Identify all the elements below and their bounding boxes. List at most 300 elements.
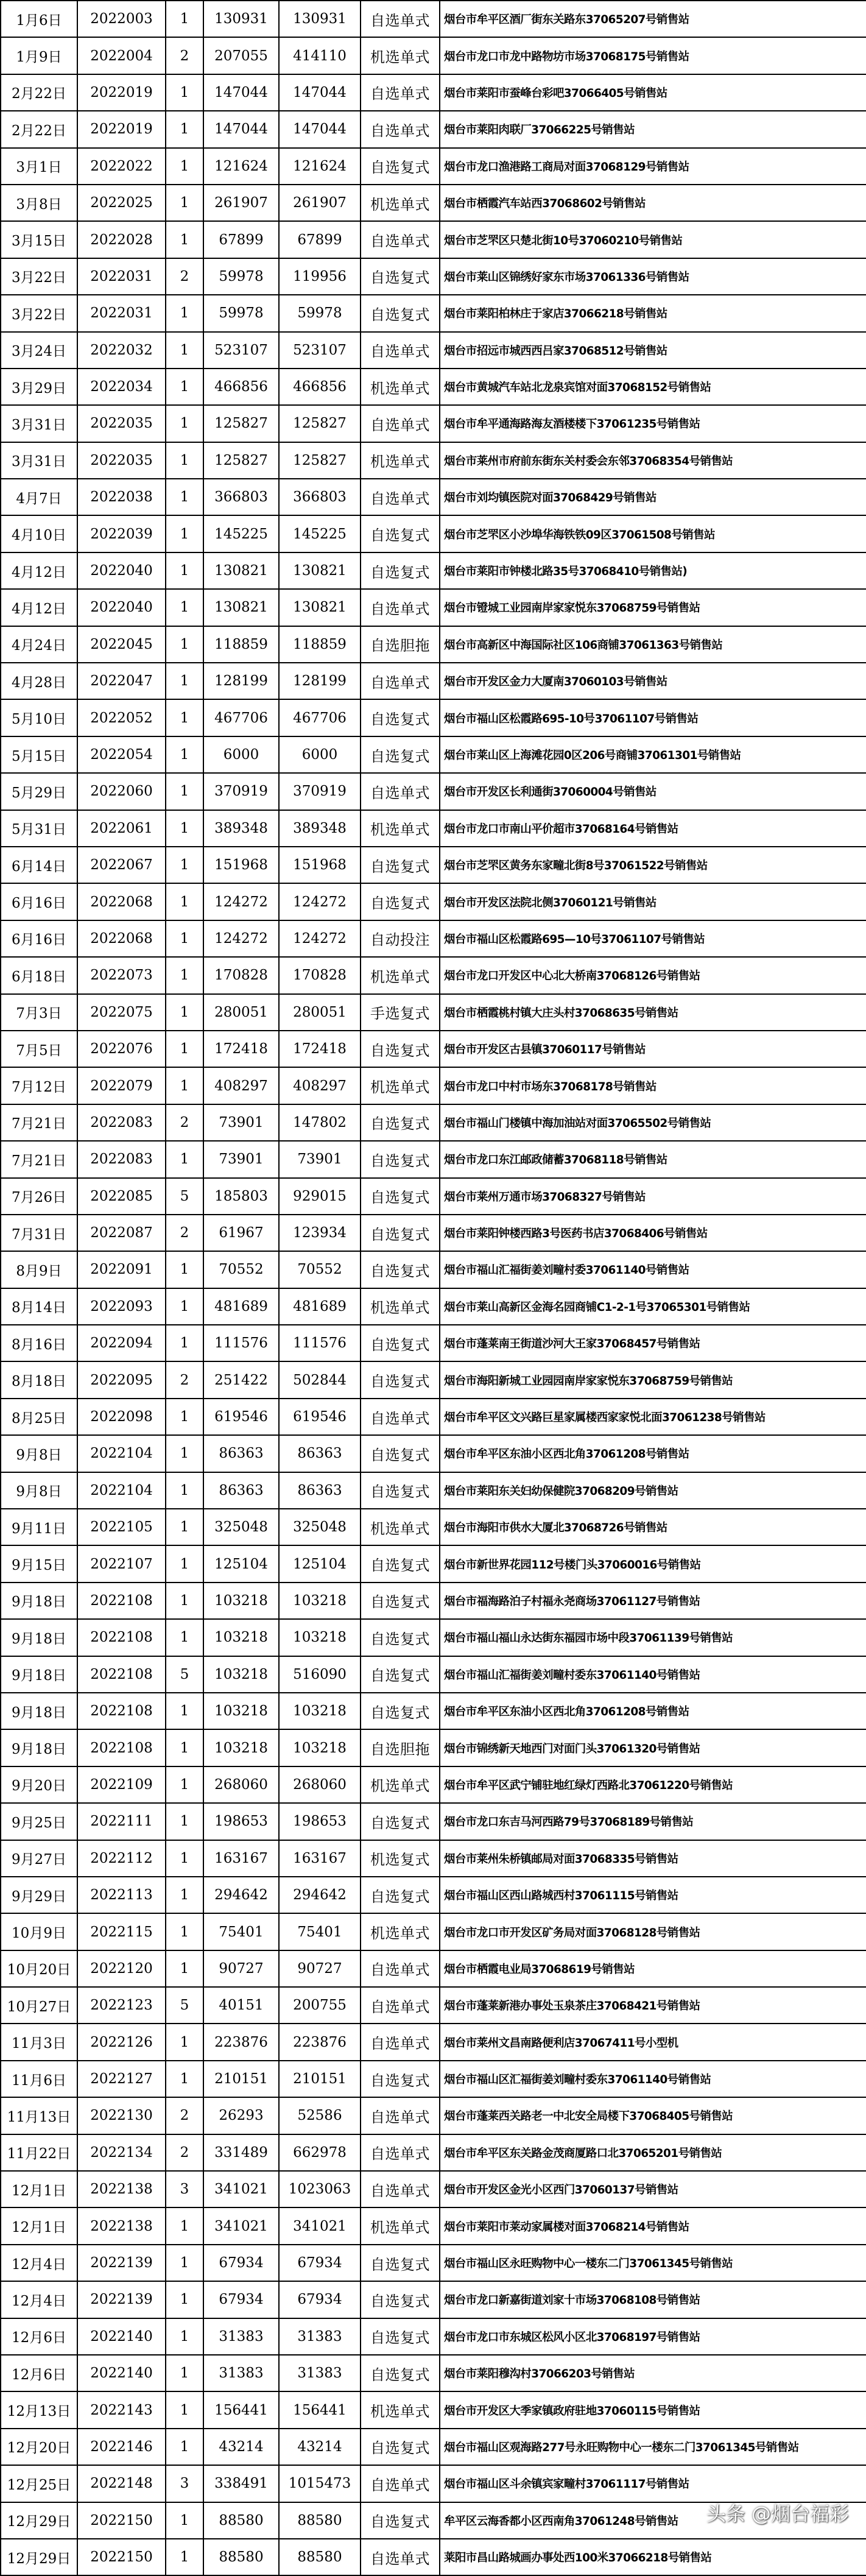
store-cell: 烟台市开发区大季家镇政府驻地37060115号销售站 <box>440 2391 866 2428</box>
issue-cell: 2022104 <box>77 1472 166 1509</box>
count-cell: 1 <box>166 148 203 185</box>
mode-cell: 自选复式 <box>361 1141 440 1177</box>
date-cell: 9月8日 <box>1 1435 77 1472</box>
count-cell: 1 <box>166 810 203 847</box>
table-row <box>1 699 866 736</box>
issue-cell: 2022052 <box>77 699 166 736</box>
total-cell: 67934 <box>279 2245 361 2281</box>
date-cell: 8月9日 <box>1 1251 77 1288</box>
count-cell: 1 <box>166 74 203 111</box>
mode-cell: 自选复式 <box>361 552 440 589</box>
store-cell: 烟台市莱州朱桥镇邮局对面37068335号销售站 <box>440 1840 866 1877</box>
total-cell: 103218 <box>279 1693 361 1729</box>
date-cell: 9月18日 <box>1 1656 77 1693</box>
prize-cell: 370919 <box>203 773 279 810</box>
store-cell: 烟台市莱阳柏林庄于家店37066218号销售站 <box>440 295 866 331</box>
table-row <box>1 2429 866 2465</box>
total-cell: 88580 <box>279 2539 361 2575</box>
table-row <box>1 1987 866 2024</box>
prize-cell: 125827 <box>203 442 279 479</box>
mode-cell: 自选复式 <box>361 1656 440 1693</box>
prize-cell: 170828 <box>203 957 279 993</box>
prize-cell: 466856 <box>203 369 279 405</box>
issue-cell: 2022034 <box>77 369 166 405</box>
table-row <box>1 920 866 957</box>
count-cell: 1 <box>166 1435 203 1472</box>
issue-cell: 2022111 <box>77 1803 166 1840</box>
table-row <box>1 1288 866 1325</box>
date-cell: 9月18日 <box>1 1619 77 1656</box>
store-cell: 烟台市蓬莱新港办事处玉泉茶庄37068421号销售站 <box>440 1987 866 2024</box>
store-cell: 烟台市龙口中村市场东37068178号销售站 <box>440 1067 866 1104</box>
issue-cell: 2022094 <box>77 1325 166 1361</box>
date-cell: 3月8日 <box>1 185 77 221</box>
total-cell: 145225 <box>279 515 361 552</box>
count-cell: 1 <box>166 2502 203 2539</box>
table-row <box>1 1104 866 1141</box>
table-row <box>1 2465 866 2502</box>
total-cell: 111576 <box>279 1325 361 1361</box>
date-cell: 12月1日 <box>1 2171 77 2207</box>
count-cell: 1 <box>166 1251 203 1288</box>
date-cell: 9月29日 <box>1 1877 77 1913</box>
count-cell: 1 <box>166 1 203 37</box>
count-cell: 3 <box>166 2171 203 2207</box>
mode-cell: 自选单式 <box>361 479 440 515</box>
store-cell: 烟台市福山汇福街姜刘疃村委东37061140号销售站 <box>440 1656 866 1693</box>
date-cell: 11月13日 <box>1 2097 77 2134</box>
issue-cell: 2022113 <box>77 1877 166 1913</box>
total-cell: 59978 <box>279 295 361 331</box>
date-cell: 9月11日 <box>1 1509 77 1545</box>
prize-cell: 223876 <box>203 2024 279 2060</box>
mode-cell: 自选复式 <box>361 1361 440 1398</box>
date-cell: 10月27日 <box>1 1987 77 2024</box>
count-cell: 1 <box>166 2281 203 2318</box>
date-cell: 12月29日 <box>1 2502 77 2539</box>
date-cell: 8月16日 <box>1 1325 77 1361</box>
date-cell: 4月12日 <box>1 552 77 589</box>
date-cell: 3月31日 <box>1 405 77 442</box>
prize-cell: 70552 <box>203 1251 279 1288</box>
mode-cell: 机选单式 <box>361 957 440 993</box>
store-cell: 烟台市海阳新城工业园园南岸家家悦东37068759号销售站 <box>440 1361 866 1398</box>
store-cell: 烟台市莱阳肉联厂37066225号销售站 <box>440 111 866 147</box>
issue-cell: 2022108 <box>77 1619 166 1656</box>
mode-cell: 自选单式 <box>361 332 440 369</box>
issue-cell: 2022019 <box>77 111 166 147</box>
store-cell: 烟台市莱阳东关妇幼保健院37068209号销售站 <box>440 1472 866 1509</box>
store-cell: 烟台市福山区松霞路695—10号37061107号销售站 <box>440 920 866 957</box>
count-cell: 1 <box>166 2429 203 2465</box>
table-row <box>1 369 866 405</box>
prize-cell: 408297 <box>203 1067 279 1104</box>
table-row <box>1 2539 866 2575</box>
issue-cell: 2022108 <box>77 1656 166 1693</box>
total-cell: 929015 <box>279 1178 361 1215</box>
count-cell: 1 <box>166 1766 203 1803</box>
count-cell: 1 <box>166 663 203 699</box>
store-cell: 烟台市开发区金光小区西门37060137号销售站 <box>440 2171 866 2207</box>
count-cell: 2 <box>166 2134 203 2171</box>
mode-cell: 自选复式 <box>361 2318 440 2355</box>
total-cell: 123934 <box>279 1215 361 1251</box>
mode-cell: 机选复式 <box>361 1840 440 1877</box>
date-cell: 9月8日 <box>1 1472 77 1509</box>
issue-cell: 2022031 <box>77 295 166 331</box>
mode-cell: 自选复式 <box>361 847 440 883</box>
store-cell: 烟台市福山门楼镇中海加油站对面37065502号销售站 <box>440 1104 866 1141</box>
total-cell: 70552 <box>279 1251 361 1288</box>
prize-cell: 111576 <box>203 1325 279 1361</box>
date-cell: 4月28日 <box>1 663 77 699</box>
total-cell: 414110 <box>279 37 361 74</box>
mode-cell: 自选复式 <box>361 736 440 773</box>
issue-cell: 2022004 <box>77 37 166 74</box>
mode-cell: 自选复式 <box>361 2429 440 2465</box>
count-cell: 5 <box>166 1656 203 1693</box>
total-cell: 125827 <box>279 442 361 479</box>
issue-cell: 2022083 <box>77 1141 166 1177</box>
store-cell: 烟台市牟平区东关路金茂商厦路口北37065201号销售站 <box>440 2134 866 2171</box>
prize-cell: 59978 <box>203 295 279 331</box>
total-cell: 67899 <box>279 221 361 258</box>
prize-table-body <box>1 1 866 2575</box>
prize-cell: 130931 <box>203 1 279 37</box>
date-cell: 1月6日 <box>1 1 77 37</box>
store-cell: 烟台市牟平区武宁铺驻地红绿灯西路北37061220号销售站 <box>440 1766 866 1803</box>
total-cell: 103218 <box>279 1729 361 1766</box>
table-row <box>1 221 866 258</box>
total-cell: 408297 <box>279 1067 361 1104</box>
prize-cell: 90727 <box>203 1950 279 1987</box>
total-cell: 128199 <box>279 663 361 699</box>
table-row <box>1 185 866 221</box>
count-cell: 1 <box>166 552 203 589</box>
total-cell: 52586 <box>279 2097 361 2134</box>
total-cell: 130821 <box>279 589 361 626</box>
store-cell: 烟台市栖霞桃村镇大庄头村37068635号销售站 <box>440 994 866 1031</box>
total-cell: 31383 <box>279 2355 361 2391</box>
store-cell: 烟台市芝罘区小沙埠华海铁铁09区37061508号销售站 <box>440 515 866 552</box>
table-row <box>1 1251 866 1288</box>
total-cell: 619546 <box>279 1399 361 1435</box>
mode-cell: 自选单式 <box>361 2465 440 2502</box>
table-row <box>1 74 866 111</box>
prize-cell: 130821 <box>203 552 279 589</box>
mode-cell: 自选复式 <box>361 1693 440 1729</box>
store-cell: 烟台市莱州万通市场37068327号销售站 <box>440 1178 866 1215</box>
mode-cell: 自选复式 <box>361 1031 440 1067</box>
date-cell: 4月7日 <box>1 479 77 515</box>
count-cell: 2 <box>166 1215 203 1251</box>
prize-cell: 103218 <box>203 1656 279 1693</box>
mode-cell: 自选复式 <box>361 258 440 295</box>
prize-cell: 280051 <box>203 994 279 1031</box>
mode-cell: 自选单式 <box>361 589 440 626</box>
issue-cell: 2022107 <box>77 1545 166 1582</box>
date-cell: 12月6日 <box>1 2318 77 2355</box>
table-row <box>1 1141 866 1177</box>
count-cell: 2 <box>166 1361 203 1398</box>
issue-cell: 2022032 <box>77 332 166 369</box>
total-cell: 481689 <box>279 1288 361 1325</box>
total-cell: 31383 <box>279 2318 361 2355</box>
date-cell: 2月22日 <box>1 74 77 111</box>
count-cell: 1 <box>166 2024 203 2060</box>
total-cell: 170828 <box>279 957 361 993</box>
issue-cell: 2022127 <box>77 2061 166 2097</box>
table-row <box>1 332 866 369</box>
issue-cell: 2022079 <box>77 1067 166 1104</box>
date-cell: 3月22日 <box>1 295 77 331</box>
mode-cell: 自选单式 <box>361 773 440 810</box>
mode-cell: 自选复式 <box>361 1545 440 1582</box>
table-row <box>1 2318 866 2355</box>
prize-cell: 268060 <box>203 1766 279 1803</box>
issue-cell: 2022022 <box>77 148 166 185</box>
total-cell: 6000 <box>279 736 361 773</box>
prize-cell: 31383 <box>203 2355 279 2391</box>
mode-cell: 自选单式 <box>361 1 440 37</box>
table-row <box>1 736 866 773</box>
store-cell: 烟台市开发区法院北侧37060121号销售站 <box>440 883 866 920</box>
table-row <box>1 2171 866 2207</box>
prize-cell: 67934 <box>203 2245 279 2281</box>
total-cell: 88580 <box>279 2502 361 2539</box>
table-row <box>1 1656 866 1693</box>
total-cell: 118859 <box>279 626 361 663</box>
total-cell: 147044 <box>279 74 361 111</box>
table-row <box>1 1472 866 1509</box>
table-row <box>1 2245 866 2281</box>
prize-cell: 40151 <box>203 1987 279 2024</box>
total-cell: 103218 <box>279 1619 361 1656</box>
table-row <box>1 1067 866 1104</box>
total-cell: 156441 <box>279 2391 361 2428</box>
total-cell: 516090 <box>279 1656 361 1693</box>
issue-cell: 2022060 <box>77 773 166 810</box>
mode-cell: 自选复式 <box>361 2281 440 2318</box>
prize-cell: 147044 <box>203 111 279 147</box>
date-cell: 2月22日 <box>1 111 77 147</box>
store-cell: 烟台市牟平区文兴路巨星家属楼西家家悦北面37061238号销售站 <box>440 1399 866 1435</box>
mode-cell: 自选复式 <box>361 699 440 736</box>
total-cell: 86363 <box>279 1435 361 1472</box>
store-cell: 烟台市高新区中海国际社区106商铺37061363号销售站 <box>440 626 866 663</box>
issue-cell: 2022091 <box>77 1251 166 1288</box>
mode-cell: 自选单式 <box>361 663 440 699</box>
issue-cell: 2022126 <box>77 2024 166 2060</box>
date-cell: 9月20日 <box>1 1766 77 1803</box>
total-cell: 210151 <box>279 2061 361 2097</box>
prize-cell: 207055 <box>203 37 279 74</box>
prize-cell: 147044 <box>203 74 279 111</box>
table-row <box>1 1 866 37</box>
count-cell: 1 <box>166 1729 203 1766</box>
total-cell: 523107 <box>279 332 361 369</box>
table-row <box>1 258 866 295</box>
count-cell: 1 <box>166 994 203 1031</box>
count-cell: 1 <box>166 185 203 221</box>
issue-cell: 2022108 <box>77 1693 166 1729</box>
mode-cell: 机选单式 <box>361 37 440 74</box>
store-cell: 烟台市龙口东江邮政储蓄37068118号销售站 <box>440 1141 866 1177</box>
table-row <box>1 2391 866 2428</box>
store-cell: 烟台市龙口新嘉街道刘家十市场37068108号销售站 <box>440 2281 866 2318</box>
total-cell: 125104 <box>279 1545 361 1582</box>
table-row <box>1 1435 866 1472</box>
issue-cell: 2022061 <box>77 810 166 847</box>
store-cell: 烟台市莱山高新区金海名园商铺C1-2-1号37065301号销售站 <box>440 1288 866 1325</box>
mode-cell: 自动投注 <box>361 920 440 957</box>
mode-cell: 自选单式 <box>361 2171 440 2207</box>
count-cell: 3 <box>166 2465 203 2502</box>
store-cell: 烟台市福海路泊子村福永尧商场37061127号销售站 <box>440 1583 866 1619</box>
table-row <box>1 2061 866 2097</box>
date-cell: 5月31日 <box>1 810 77 847</box>
prize-cell: 198653 <box>203 1803 279 1840</box>
table-row <box>1 994 866 1031</box>
prize-cell: 481689 <box>203 1288 279 1325</box>
mode-cell: 自选单式 <box>361 111 440 147</box>
date-cell: 7月21日 <box>1 1104 77 1141</box>
count-cell: 1 <box>166 1840 203 1877</box>
count-cell: 1 <box>166 773 203 810</box>
table-row <box>1 957 866 993</box>
prize-cell: 251422 <box>203 1361 279 1398</box>
mode-cell: 机选单式 <box>361 1067 440 1104</box>
table-row <box>1 626 866 663</box>
date-cell: 9月18日 <box>1 1729 77 1766</box>
count-cell: 2 <box>166 37 203 74</box>
store-cell: 烟台市牟平通海路海友酒楼楼下37061235号销售站 <box>440 405 866 442</box>
table-row <box>1 2024 866 2060</box>
count-cell: 1 <box>166 1031 203 1067</box>
total-cell: 662978 <box>279 2134 361 2171</box>
table-row <box>1 2281 866 2318</box>
store-cell: 烟台市莱阳钟楼西路3号医药书店37068406号销售站 <box>440 1215 866 1251</box>
mode-cell: 自选复式 <box>361 1877 440 1913</box>
count-cell: 1 <box>166 1067 203 1104</box>
total-cell: 147044 <box>279 111 361 147</box>
issue-cell: 2022139 <box>77 2281 166 2318</box>
total-cell: 103218 <box>279 1583 361 1619</box>
store-cell: 烟台市莱阳市蚕峰台彩吧37066405号销售站 <box>440 74 866 111</box>
mode-cell: 自选单式 <box>361 74 440 111</box>
watermark: 头条 @烟台福彩 <box>706 2502 849 2525</box>
date-cell: 4月10日 <box>1 515 77 552</box>
prize-cell: 103218 <box>203 1693 279 1729</box>
table-row <box>1 295 866 331</box>
count-cell: 1 <box>166 883 203 920</box>
mode-cell: 机选单式 <box>361 810 440 847</box>
issue-cell: 2022068 <box>77 883 166 920</box>
prize-cell: 210151 <box>203 2061 279 2097</box>
table-row <box>1 1729 866 1766</box>
prize-cell: 59978 <box>203 258 279 295</box>
issue-cell: 2022075 <box>77 994 166 1031</box>
store-cell: 烟台市福山区西山路城西村37061115号销售站 <box>440 1877 866 1913</box>
issue-cell: 2022120 <box>77 1950 166 1987</box>
total-cell: 124272 <box>279 883 361 920</box>
date-cell: 12月20日 <box>1 2429 77 2465</box>
prize-cell: 338491 <box>203 2465 279 2502</box>
table-row <box>1 2134 866 2171</box>
issue-cell: 2022003 <box>77 1 166 37</box>
total-cell: 200755 <box>279 1987 361 2024</box>
date-cell: 8月14日 <box>1 1288 77 1325</box>
issue-cell: 2022035 <box>77 442 166 479</box>
total-cell: 125827 <box>279 405 361 442</box>
mode-cell: 机选单式 <box>361 1766 440 1803</box>
prize-cell: 523107 <box>203 332 279 369</box>
mode-cell: 自选复式 <box>361 883 440 920</box>
prize-cell: 294642 <box>203 1877 279 1913</box>
table-row <box>1 1215 866 1251</box>
store-cell: 烟台市芝罘区只楚北街10号37060210号销售站 <box>440 221 866 258</box>
total-cell: 341021 <box>279 2207 361 2244</box>
date-cell: 7月31日 <box>1 1215 77 1251</box>
prize-cell: 67899 <box>203 221 279 258</box>
store-cell: 烟台市莱州文昌南路便利店37067411号小型机 <box>440 2024 866 2060</box>
mode-cell: 机选单式 <box>361 1509 440 1545</box>
count-cell: 1 <box>166 736 203 773</box>
issue-cell: 2022138 <box>77 2171 166 2207</box>
count-cell: 1 <box>166 2318 203 2355</box>
prize-cell: 366803 <box>203 479 279 515</box>
count-cell: 1 <box>166 405 203 442</box>
mode-cell: 自选复式 <box>361 1435 440 1472</box>
count-cell: 1 <box>166 1693 203 1729</box>
store-cell: 烟台市牟平区酒厂街东关路东37065207号销售站 <box>440 1 866 37</box>
date-cell: 11月6日 <box>1 2061 77 2097</box>
issue-cell: 2022073 <box>77 957 166 993</box>
prize-cell: 130821 <box>203 589 279 626</box>
prize-cell: 67934 <box>203 2281 279 2318</box>
issue-cell: 2022047 <box>77 663 166 699</box>
table-row <box>1 405 866 442</box>
store-cell: 烟台市栖霞汽车站西37068602号销售站 <box>440 185 866 221</box>
total-cell: 147802 <box>279 1104 361 1141</box>
count-cell: 2 <box>166 1104 203 1141</box>
count-cell: 2 <box>166 2097 203 2134</box>
issue-cell: 2022140 <box>77 2355 166 2391</box>
mode-cell: 自选复式 <box>361 2061 440 2097</box>
date-cell: 4月24日 <box>1 626 77 663</box>
issue-cell: 2022035 <box>77 405 166 442</box>
store-cell: 烟台市福山区永旺购物中心一楼东二门37061345号销售站 <box>440 2245 866 2281</box>
total-cell: 261907 <box>279 185 361 221</box>
date-cell: 4月12日 <box>1 589 77 626</box>
issue-cell: 2022076 <box>77 1031 166 1067</box>
prize-cell: 61967 <box>203 1215 279 1251</box>
total-cell: 502844 <box>279 1361 361 1398</box>
issue-cell: 2022104 <box>77 1435 166 1472</box>
issue-cell: 2022134 <box>77 2134 166 2171</box>
total-cell: 86363 <box>279 1472 361 1509</box>
mode-cell: 自选复式 <box>361 1619 440 1656</box>
table-row <box>1 1361 866 1398</box>
prize-cell: 118859 <box>203 626 279 663</box>
count-cell: 1 <box>166 1288 203 1325</box>
date-cell: 12月6日 <box>1 2355 77 2391</box>
prize-cell: 121624 <box>203 148 279 185</box>
table-row <box>1 1913 866 1950</box>
mode-cell: 自选单式 <box>361 2134 440 2171</box>
count-cell: 1 <box>166 332 203 369</box>
table-row <box>1 1031 866 1067</box>
